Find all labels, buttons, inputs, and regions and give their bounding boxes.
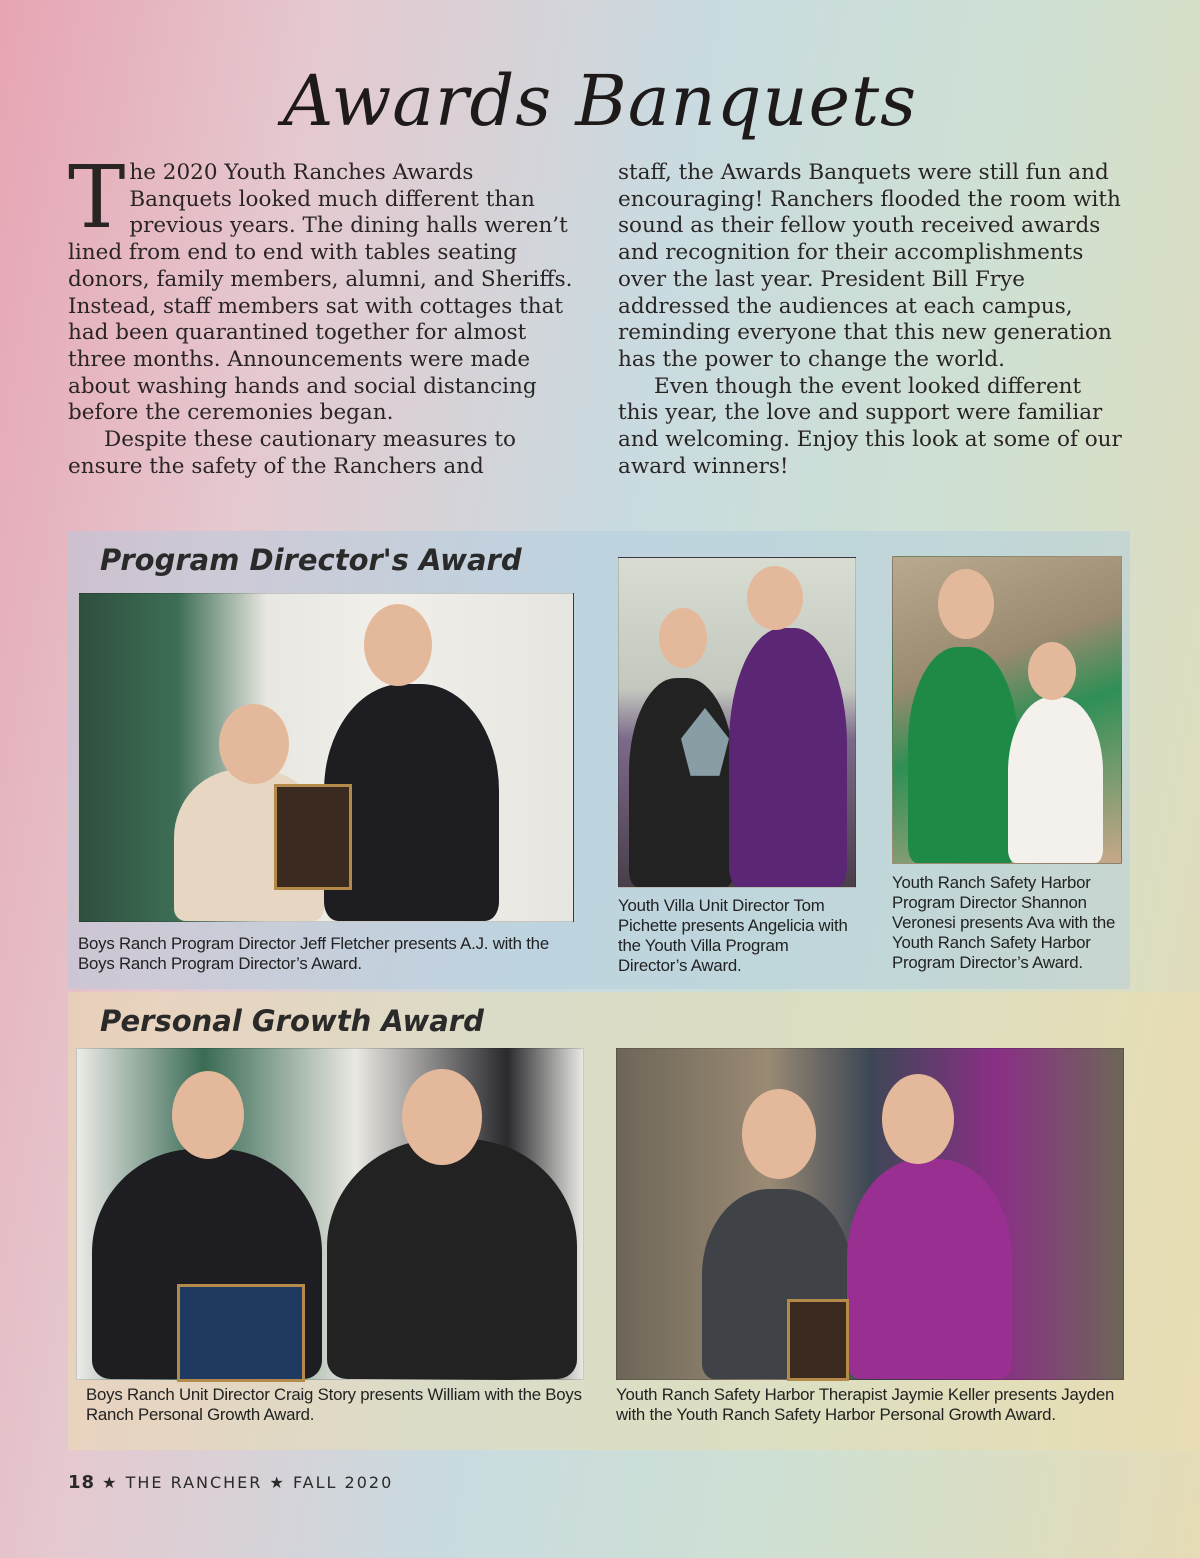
article-column-right: [618, 160, 1128, 480]
photo-william-award: [76, 1048, 584, 1380]
section-title: Program Director's Award: [100, 543, 522, 577]
photo-aj-award: [78, 593, 574, 922]
section-title: Personal Growth Award: [100, 1004, 484, 1038]
page-title: Awards Banquets: [282, 60, 918, 142]
publication-name: THE RANCHER: [125, 1473, 263, 1492]
photo-ava-award: [892, 556, 1122, 864]
photo-caption: Youth Ranch Safety Harbor Therapist Jaymie Keller presents Jayden with the Youth Ranch Safety Harbor Personal Growth Award.: [616, 1385, 1115, 1424]
photo-caption: Boys Ranch Unit Director Craig Story presents William with the Boys Ranch Personal Growth Award.: [86, 1385, 582, 1424]
program-directors-award-section: [68, 531, 1130, 989]
intro-paragraph-4: Even though the event looked different this year, the love and support were familiar and welcoming. Enjoy this look at some of our award winners!: [618, 373, 1122, 479]
issue-label: FALL 2020: [292, 1473, 394, 1492]
separator-star-icon: ★: [102, 1473, 119, 1492]
article-column-left: [68, 148, 573, 480]
photo-caption: Boys Ranch Program Director Jeff Fletcher presents A.J. with the Boys Ranch Program Director’s Award.: [78, 934, 549, 973]
separator-star-icon: ★: [269, 1473, 286, 1492]
photo-caption: Youth Villa Unit Director Tom Pichette presents Angelicia with the Youth Villa Program Director’s Award.: [618, 896, 848, 975]
intro-paragraph-2: Despite these cautionary measures to ensure the safety of the Ranchers and: [68, 427, 516, 479]
page-number: 18: [68, 1472, 96, 1493]
intro-paragraph-1: The 2020 Youth Ranches Awards Banquets looked much different than previous years. The dining halls weren’t lined from end to end with tables seating donors, family members, alumni, and Sheriffs. Instead, staff members sat with cottages that had been quarantined together for almost three months. Announcements were made about washing hands and social distancing before the ceremonies began.: [68, 148, 573, 426]
photo-angelicia-award: [618, 557, 856, 888]
photo-caption: Youth Ranch Safety Harbor Program Director Shannon Veronesi presents Ava with the Youth Ranch Safety Harbor Program Director’s Award.: [892, 873, 1116, 972]
photo-jayden-award: [616, 1048, 1124, 1380]
page-footer: [68, 1472, 393, 1493]
drop-cap: T: [68, 148, 126, 248]
intro-paragraph-3: staff, the Awards Banquets were still fun and encouraging! Ranchers flooded the room with sound as their fellow youth received awards and recognition for their accomplishments over the last year. President Bill Frye addressed the audiences at each campus, reminding everyone that this new generation has the power to change the world.: [618, 160, 1121, 372]
personal-growth-award-section: [68, 992, 1200, 1450]
